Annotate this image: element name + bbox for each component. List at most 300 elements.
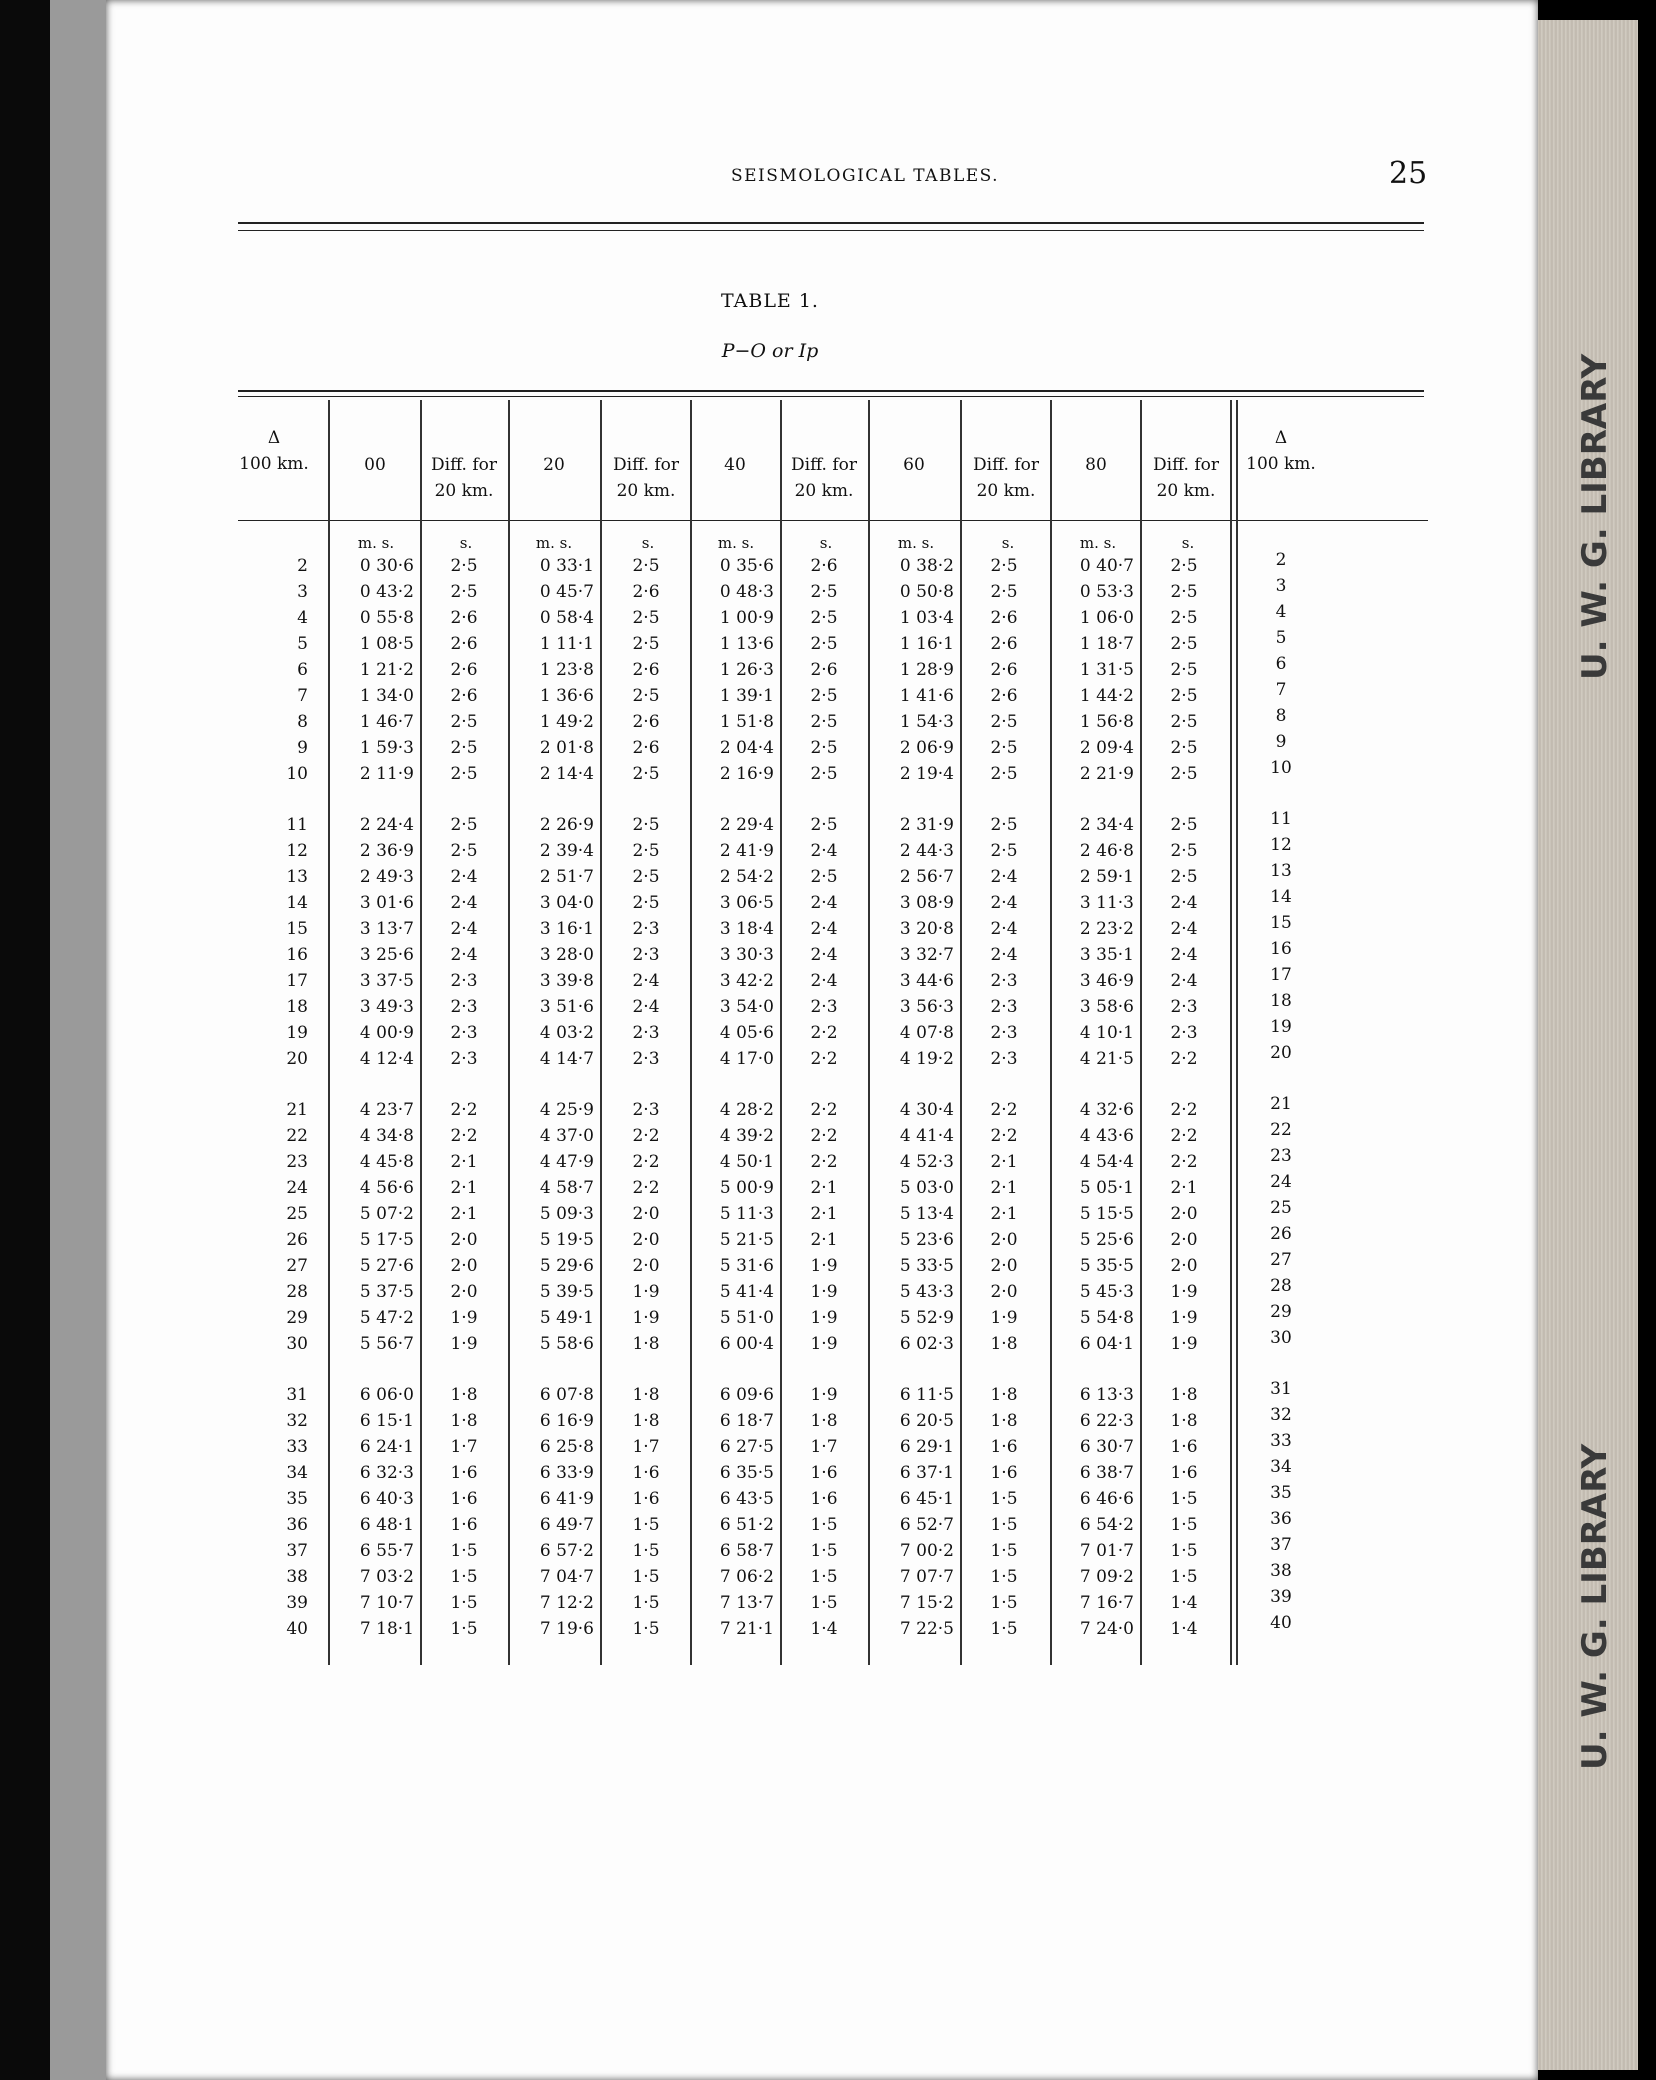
time-cell: 3 32·7 [899, 945, 954, 965]
time-cell: 2 19·4 [899, 764, 954, 784]
time-cell: 6 38·7 [1079, 1463, 1134, 1483]
diff-cell: 2·5 [1170, 712, 1198, 732]
diff-cell: 2·6 [632, 582, 660, 602]
delta-cell-right: 29 [1270, 1302, 1292, 1322]
diff-cell: 1·5 [1170, 1489, 1198, 1509]
time-cell: 6 43·5 [719, 1489, 774, 1509]
delta-cell-left: 7 [297, 686, 308, 706]
time-cell: 1 03·4 [899, 608, 954, 628]
diff-cell: 2·5 [1170, 556, 1198, 576]
column-rule [600, 400, 602, 1665]
diff-cell: 1·7 [450, 1437, 478, 1457]
time-cell: 0 55·8 [359, 608, 414, 628]
unit-ms: m. s. [535, 534, 573, 552]
time-cell: 6 49·7 [539, 1515, 594, 1535]
unit-s: s. [459, 534, 473, 552]
diff-cell: 1·5 [450, 1619, 478, 1639]
diff-cell: 2·5 [990, 712, 1018, 732]
delta-cell-left: 9 [297, 738, 308, 758]
delta-cell-left: 20 [286, 1049, 308, 1069]
time-cell: 0 53·3 [1079, 582, 1134, 602]
header-diff-20 [602, 452, 690, 504]
diff-cell: 1·5 [632, 1541, 660, 1561]
time-cell: 5 05·1 [1079, 1178, 1134, 1198]
time-cell: 2 14·4 [539, 764, 594, 784]
header-delta-right [1236, 425, 1326, 477]
time-cell: 3 42·2 [719, 971, 774, 991]
time-cell: 7 24·0 [1079, 1619, 1134, 1639]
diff-cell: 1·4 [810, 1619, 838, 1639]
time-cell: 1 00·9 [719, 608, 774, 628]
time-cell: 4 56·6 [359, 1178, 414, 1198]
diff-cell: 1·5 [450, 1541, 478, 1561]
delta-cell-left: 24 [286, 1178, 308, 1198]
delta-cell-left: 19 [286, 1023, 308, 1043]
diff-cell: 1·9 [810, 1256, 838, 1276]
diff-cell: 2·2 [810, 1023, 838, 1043]
header-col-40: 40 [724, 455, 746, 475]
delta-cell-right: 2 [1275, 550, 1287, 570]
time-cell: 1 28·9 [899, 660, 954, 680]
time-cell: 4 39·2 [719, 1126, 774, 1146]
time-cell: 0 35·6 [719, 556, 774, 576]
diff-cell: 2·5 [1170, 841, 1198, 861]
diff-cell: 2·5 [990, 764, 1018, 784]
delta-cell-right: 15 [1270, 913, 1292, 933]
time-cell: 6 13·3 [1079, 1385, 1134, 1405]
diff-cell: 2·2 [810, 1126, 838, 1146]
diff-cell: 2·5 [1170, 867, 1198, 887]
unit-s: s. [819, 534, 833, 552]
delta-cell-right: 14 [1270, 887, 1292, 907]
diff-cell: 2·4 [990, 867, 1018, 887]
diff-cell: 2·3 [1170, 1023, 1198, 1043]
diff-cell: 1·8 [990, 1411, 1018, 1431]
diff-cell: 1·6 [810, 1489, 838, 1509]
diff-cell: 1·9 [810, 1308, 838, 1328]
time-cell: 2 01·8 [539, 738, 594, 758]
time-cell: 4 12·4 [359, 1049, 414, 1069]
time-cell: 4 45·8 [359, 1152, 414, 1172]
header-col-20: 20 [543, 455, 565, 475]
unit-ms: m. s. [897, 534, 935, 552]
diff-cell: 2·6 [990, 634, 1018, 654]
unit-s: s. [1001, 534, 1015, 552]
delta-cell-right: 17 [1270, 965, 1292, 985]
time-cell: 6 40·3 [359, 1489, 414, 1509]
time-cell: 4 00·9 [359, 1023, 414, 1043]
time-cell: 4 43·6 [1079, 1126, 1134, 1146]
time-cell: 5 54·8 [1079, 1308, 1134, 1328]
time-cell: 5 35·5 [1079, 1256, 1134, 1276]
time-cell: 7 09·2 [1079, 1567, 1134, 1587]
time-cell: 0 30·6 [359, 556, 414, 576]
column-rule [420, 400, 422, 1665]
diff-cell: 2·4 [632, 971, 660, 991]
time-cell: 4 28·2 [719, 1100, 774, 1120]
diff-cell: 2·4 [450, 867, 478, 887]
diff-cell: 2·6 [990, 660, 1018, 680]
delta-cell-right: 18 [1270, 991, 1292, 1011]
time-cell: 4 21·5 [1079, 1049, 1134, 1069]
diff-cell: 2·3 [632, 1049, 660, 1069]
diff-cell: 2·5 [990, 582, 1018, 602]
time-cell: 0 43·2 [359, 582, 414, 602]
time-cell: 7 10·7 [359, 1593, 414, 1613]
time-cell: 6 04·1 [1079, 1334, 1134, 1354]
diff-cell: 1·5 [810, 1515, 838, 1535]
diff-label: Diff. for [973, 455, 1039, 475]
diff-cell: 2·5 [450, 841, 478, 861]
diff-cell: 1·5 [632, 1593, 660, 1613]
time-cell: 5 03·0 [899, 1178, 954, 1198]
delta-cell-left: 35 [286, 1489, 308, 1509]
library-stamp: U. W. G. LIBRARY [1575, 1443, 1615, 1770]
time-cell: 3 44·6 [899, 971, 954, 991]
time-cell: 1 31·5 [1079, 660, 1134, 680]
diff-cell: 1·5 [1170, 1541, 1198, 1561]
time-cell: 5 41·4 [719, 1282, 774, 1302]
time-cell: 3 39·8 [539, 971, 594, 991]
time-cell: 6 22·3 [1079, 1411, 1134, 1431]
header-rule-bottom [238, 230, 1424, 231]
delta-cell-right: 32 [1270, 1405, 1292, 1425]
time-cell: 2 54·2 [719, 867, 774, 887]
time-cell: 3 58·6 [1079, 997, 1134, 1017]
diff-cell: 2·5 [810, 582, 838, 602]
diff-cell: 2·2 [1170, 1152, 1198, 1172]
time-cell: 3 37·5 [359, 971, 414, 991]
unit-ms: m. s. [1079, 534, 1117, 552]
unit-s: s. [1181, 534, 1195, 552]
time-cell: 4 25·9 [539, 1100, 594, 1120]
diff-cell: 2·5 [632, 764, 660, 784]
diff-cell: 2·3 [632, 1100, 660, 1120]
diff-cell: 1·5 [632, 1515, 660, 1535]
time-cell: 5 13·4 [899, 1204, 954, 1224]
diff-cell: 2·3 [990, 997, 1018, 1017]
time-cell: 7 12·2 [539, 1593, 594, 1613]
diff-cell: 2·2 [632, 1178, 660, 1198]
delta-cell-left: 40 [286, 1619, 308, 1639]
delta-cell-right: 27 [1270, 1250, 1292, 1270]
delta-cell-left: 2 [297, 556, 308, 576]
time-cell: 1 26·3 [719, 660, 774, 680]
delta-cell-left: 27 [286, 1256, 308, 1276]
time-cell: 3 54·0 [719, 997, 774, 1017]
time-cell: 4 14·7 [539, 1049, 594, 1069]
delta-cell-left: 23 [286, 1152, 308, 1172]
diff-cell: 2·5 [632, 608, 660, 628]
time-cell: 3 49·3 [359, 997, 414, 1017]
time-cell: 5 19·5 [539, 1230, 594, 1250]
diff-cell: 2·1 [990, 1152, 1018, 1172]
time-cell: 6 55·7 [359, 1541, 414, 1561]
time-cell: 5 43·3 [899, 1282, 954, 1302]
time-cell: 2 09·4 [1079, 738, 1134, 758]
diff-cell: 1·5 [810, 1541, 838, 1561]
delta-cell-left: 37 [286, 1541, 308, 1561]
diff-cell: 1·5 [1170, 1567, 1198, 1587]
delta-cell-right: 10 [1270, 758, 1292, 778]
diff-cell: 2·3 [990, 1023, 1018, 1043]
time-cell: 6 57·2 [539, 1541, 594, 1561]
time-cell: 0 50·8 [899, 582, 954, 602]
time-cell: 6 09·6 [719, 1385, 774, 1405]
time-cell: 5 31·6 [719, 1256, 774, 1276]
book-gutter-shadow [0, 0, 50, 2080]
diff-cell: 1·5 [990, 1567, 1018, 1587]
diff-cell: 2·5 [990, 841, 1018, 861]
time-cell: 2 31·9 [899, 815, 954, 835]
diff-cell: 1·8 [632, 1385, 660, 1405]
time-cell: 1 11·1 [539, 634, 594, 654]
diff-cell: 2·1 [810, 1204, 838, 1224]
diff-cell: 1·5 [1170, 1515, 1198, 1535]
time-cell: 5 56·7 [359, 1334, 414, 1354]
time-cell: 1 41·6 [899, 686, 954, 706]
diff-cell: 1·5 [990, 1489, 1018, 1509]
time-cell: 6 37·1 [899, 1463, 954, 1483]
diff-cell: 2·3 [450, 971, 478, 991]
time-cell: 2 26·9 [539, 815, 594, 835]
delta-cell-left: 18 [286, 997, 308, 1017]
delta-cell-left: 3 [297, 582, 308, 602]
delta-cell-left: 38 [286, 1567, 308, 1587]
diff-cell: 1·5 [450, 1567, 478, 1587]
time-cell: 2 56·7 [899, 867, 954, 887]
diff-cell: 2·2 [1170, 1049, 1198, 1069]
time-cell: 1 39·1 [719, 686, 774, 706]
time-cell: 7 22·5 [899, 1619, 954, 1639]
time-cell: 3 25·6 [359, 945, 414, 965]
diff-unit: 20 km. [616, 481, 676, 501]
diff-cell: 2·3 [632, 919, 660, 939]
table-title: TABLE 1. [721, 290, 819, 312]
diff-cell: 2·4 [810, 919, 838, 939]
diff-cell: 2·5 [1170, 686, 1198, 706]
table-subtitle: P−O or Ip [721, 340, 819, 362]
diff-cell: 2·2 [632, 1152, 660, 1172]
diff-cell: 2·5 [632, 686, 660, 706]
diff-cell: 2·1 [990, 1204, 1018, 1224]
time-cell: 1 54·3 [899, 712, 954, 732]
diff-cell: 1·7 [632, 1437, 660, 1457]
delta-cell-left: 14 [286, 893, 308, 913]
diff-cell: 1·9 [990, 1308, 1018, 1328]
delta-cell-right: 5 [1275, 628, 1287, 648]
delta-cell-right: 9 [1275, 732, 1287, 752]
time-cell: 3 08·9 [899, 893, 954, 913]
diff-cell: 1·9 [810, 1334, 838, 1354]
time-cell: 1 46·7 [359, 712, 414, 732]
diff-cell: 2·0 [632, 1204, 660, 1224]
diff-cell: 2·5 [632, 634, 660, 654]
time-cell: 6 11·5 [899, 1385, 954, 1405]
delta-cell-right: 12 [1270, 835, 1292, 855]
time-cell: 3 20·8 [899, 919, 954, 939]
time-cell: 2 51·7 [539, 867, 594, 887]
time-cell: 7 00·2 [899, 1541, 954, 1561]
diff-cell: 1·9 [1170, 1334, 1198, 1354]
delta-cell-left: 22 [286, 1126, 308, 1146]
diff-cell: 2·1 [810, 1178, 838, 1198]
header-diff-00 [420, 452, 508, 504]
unit-s: s. [641, 534, 655, 552]
time-cell: 5 52·9 [899, 1308, 954, 1328]
diff-cell: 2·6 [450, 660, 478, 680]
delta-cell-left: 12 [286, 841, 308, 861]
diff-cell: 2·5 [1170, 815, 1198, 835]
diff-cell: 2·4 [450, 919, 478, 939]
diff-cell: 2·6 [990, 686, 1018, 706]
diff-cell: 1·6 [810, 1463, 838, 1483]
time-cell: 1 23·8 [539, 660, 594, 680]
delta-cell-right: 28 [1270, 1276, 1292, 1296]
diff-cell: 2·4 [1170, 919, 1198, 939]
delta-symbol: Δ [1274, 428, 1288, 448]
diff-label: Diff. for [1153, 455, 1219, 475]
diff-cell: 1·8 [1170, 1411, 1198, 1431]
diff-cell: 2·0 [990, 1256, 1018, 1276]
book-page [106, 0, 1538, 2080]
diff-cell: 2·5 [810, 867, 838, 887]
time-cell: 2 49·3 [359, 867, 414, 887]
header-diff-80 [1142, 452, 1230, 504]
diff-cell: 2·0 [1170, 1204, 1198, 1224]
time-cell: 5 58·6 [539, 1334, 594, 1354]
diff-cell: 2·6 [632, 738, 660, 758]
time-cell: 3 04·0 [539, 893, 594, 913]
time-cell: 3 18·4 [719, 919, 774, 939]
delta-cell-left: 8 [297, 712, 308, 732]
diff-cell: 2·5 [1170, 764, 1198, 784]
time-cell: 4 54·4 [1079, 1152, 1134, 1172]
time-cell: 4 23·7 [359, 1100, 414, 1120]
time-cell: 2 11·9 [359, 764, 414, 784]
delta-cell-right: 25 [1270, 1198, 1292, 1218]
delta-cell-right: 22 [1270, 1120, 1292, 1140]
library-stamp: U. W. G. LIBRARY [1575, 353, 1615, 680]
delta-cell-right: 23 [1270, 1146, 1292, 1166]
time-cell: 4 58·7 [539, 1178, 594, 1198]
diff-cell: 1·5 [990, 1541, 1018, 1561]
time-cell: 6 27·5 [719, 1437, 774, 1457]
diff-cell: 2·5 [450, 582, 478, 602]
diff-cell: 2·4 [1170, 893, 1198, 913]
time-cell: 6 32·3 [359, 1463, 414, 1483]
time-cell: 7 04·7 [539, 1567, 594, 1587]
delta-cell-right: 21 [1270, 1094, 1292, 1114]
time-cell: 6 41·9 [539, 1489, 594, 1509]
time-cell: 1 56·8 [1079, 712, 1134, 732]
diff-cell: 2·6 [632, 660, 660, 680]
time-cell: 0 58·4 [539, 608, 594, 628]
unit-ms: m. s. [717, 534, 755, 552]
time-cell: 3 46·9 [1079, 971, 1134, 991]
diff-cell: 2·3 [810, 997, 838, 1017]
time-cell: 6 33·9 [539, 1463, 594, 1483]
diff-cell: 2·6 [990, 608, 1018, 628]
unit-ms: m. s. [357, 534, 395, 552]
time-cell: 7 15·2 [899, 1593, 954, 1613]
time-cell: 2 46·8 [1079, 841, 1134, 861]
diff-cell: 2·4 [450, 945, 478, 965]
diff-cell: 1·9 [1170, 1308, 1198, 1328]
diff-cell: 2·5 [810, 608, 838, 628]
diff-cell: 1·9 [450, 1308, 478, 1328]
diff-cell: 2·5 [632, 815, 660, 835]
delta-cell-right: 26 [1270, 1224, 1292, 1244]
diff-cell: 2·5 [810, 815, 838, 835]
diff-unit: 20 km. [976, 481, 1036, 501]
delta-symbol: Δ [267, 428, 281, 448]
time-cell: 7 16·7 [1079, 1593, 1134, 1613]
time-cell: 6 29·1 [899, 1437, 954, 1457]
delta-cell-right: 31 [1270, 1379, 1292, 1399]
time-cell: 7 06·2 [719, 1567, 774, 1587]
diff-cell: 2·6 [810, 660, 838, 680]
diff-cell: 2·2 [1170, 1100, 1198, 1120]
diff-cell: 2·5 [1170, 608, 1198, 628]
time-cell: 1 49·2 [539, 712, 594, 732]
delta-cell-left: 31 [286, 1385, 308, 1405]
time-cell: 6 54·2 [1079, 1515, 1134, 1535]
time-cell: 1 59·3 [359, 738, 414, 758]
time-cell: 5 25·6 [1079, 1230, 1134, 1250]
time-cell: 2 06·9 [899, 738, 954, 758]
header-diff-60 [962, 452, 1050, 504]
diff-cell: 2·3 [990, 971, 1018, 991]
time-cell: 0 38·2 [899, 556, 954, 576]
time-cell: 6 51·2 [719, 1515, 774, 1535]
diff-cell: 2·0 [990, 1230, 1018, 1250]
time-cell: 6 48·1 [359, 1515, 414, 1535]
time-cell: 6 58·7 [719, 1541, 774, 1561]
delta-cell-right: 13 [1270, 861, 1292, 881]
table-top-rule-2 [238, 396, 1424, 397]
diff-cell: 2·4 [810, 893, 838, 913]
time-cell: 1 13·6 [719, 634, 774, 654]
diff-cell: 2·4 [810, 841, 838, 861]
time-cell: 6 07·8 [539, 1385, 594, 1405]
time-cell: 5 49·1 [539, 1308, 594, 1328]
page-number: 25 [1389, 156, 1428, 191]
time-cell: 4 32·6 [1079, 1100, 1134, 1120]
delta-cell-left: 26 [286, 1230, 308, 1250]
diff-cell: 2·5 [450, 712, 478, 732]
column-rule [780, 400, 782, 1665]
delta-cell-right: 7 [1275, 680, 1287, 700]
diff-cell: 2·4 [1170, 971, 1198, 991]
diff-cell: 1·8 [990, 1385, 1018, 1405]
diff-cell: 2·5 [450, 815, 478, 835]
delta-cell-right: 36 [1270, 1509, 1292, 1529]
time-cell: 3 51·6 [539, 997, 594, 1017]
diff-cell: 2·3 [990, 1049, 1018, 1069]
time-cell: 5 27·6 [359, 1256, 414, 1276]
time-cell: 2 21·9 [1079, 764, 1134, 784]
diff-cell: 2·1 [450, 1152, 478, 1172]
diff-cell: 1·6 [990, 1437, 1018, 1457]
delta-cell-left: 33 [286, 1437, 308, 1457]
diff-cell: 2·0 [450, 1230, 478, 1250]
time-cell: 5 45·3 [1079, 1282, 1134, 1302]
time-cell: 2 41·9 [719, 841, 774, 861]
diff-cell: 1·8 [450, 1411, 478, 1431]
header-diff-40 [780, 452, 868, 504]
delta-cell-right: 3 [1275, 576, 1287, 596]
